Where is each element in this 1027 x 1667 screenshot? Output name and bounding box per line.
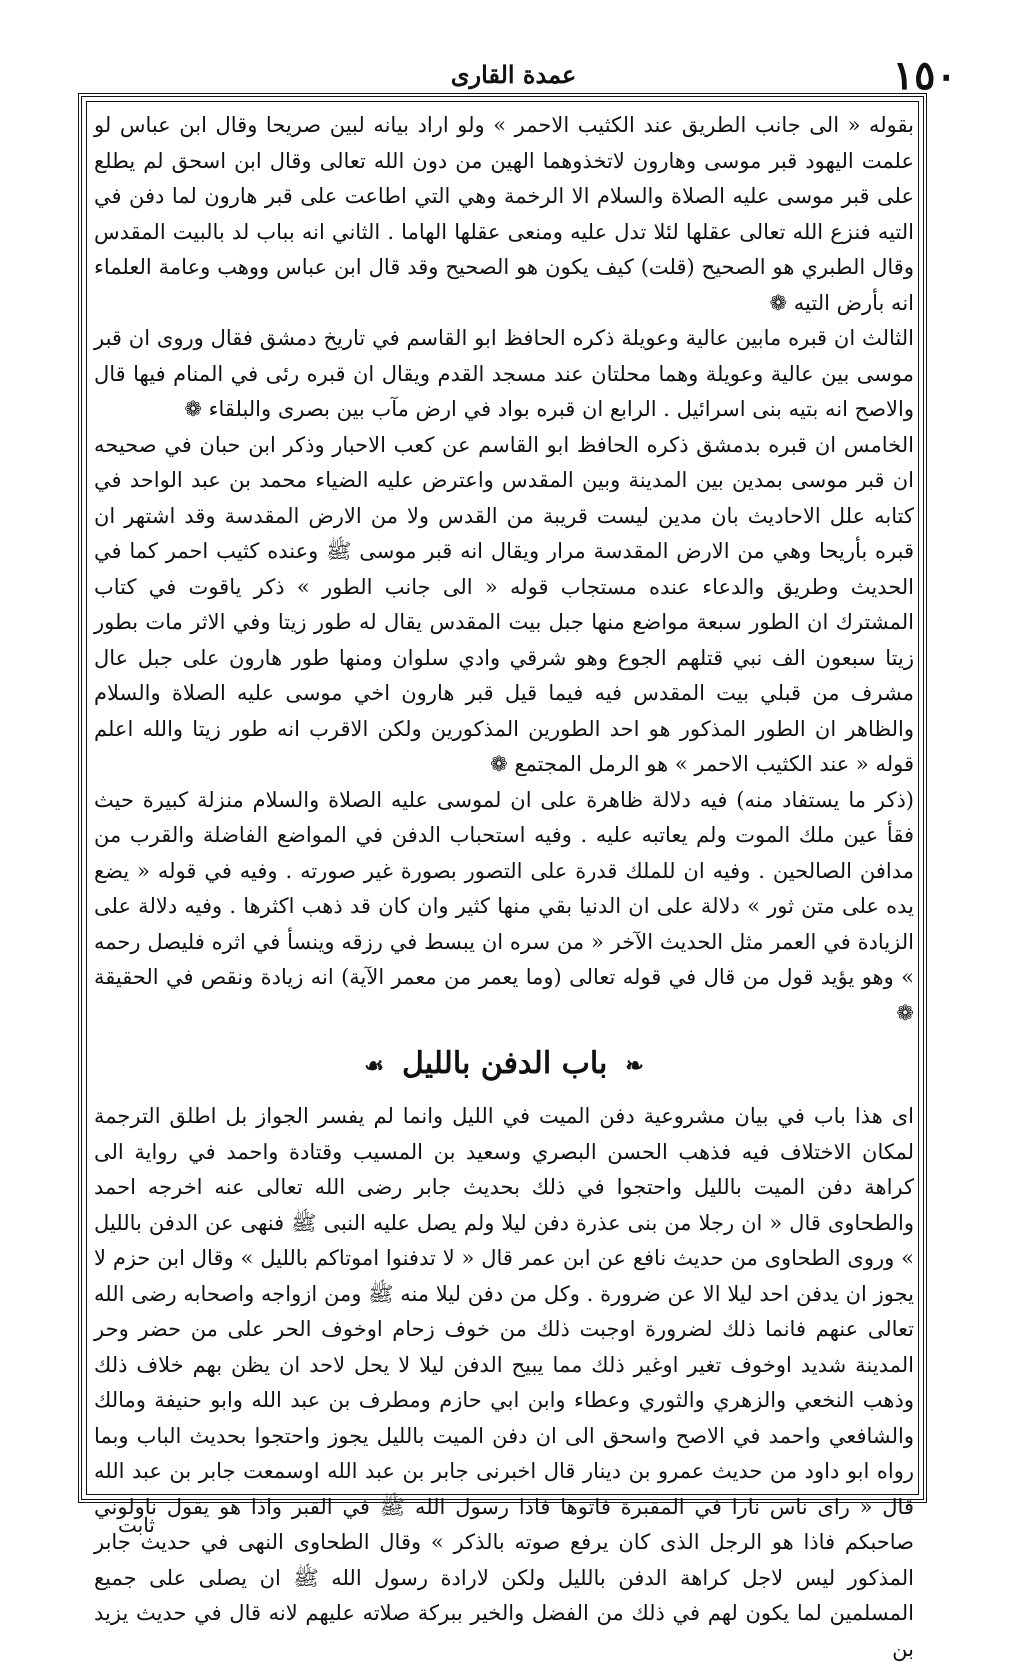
paragraph-chapter-commentary: اى هذا باب في بيان مشروعية دفن الميت في الليل وانما لم يفسر الجواز بل اطلق الترجمة لمكان الاختلاف فيه فذهب الحسن البصري وسعيد بن المسيب وقتادة واحمد في رواية الى كراهة دفن الميت بالليل واحتجوا في ذلك بحديث جابر رضى الله تعالى عنه اخرجه احمد والطحاوى قال « ان رجلا من بنى عذرة دفن ليلا ولم يصل عليه النبى ﷺ فنهى عن الدفن بالليل » وروى الطحاوى من حديث نافع عن ابن عمر قال « لا تدفنوا اموتاكم بالليل » وقال ابن حزم لا يجوز ان يدفن احد ليلا الا عن ضرورة . وكل من دفن ليلا منه ﷺ ومن ازواجه واصحابه رضى الله تعالى عنهم فانما ذلك لضرورة اوجبت ذلك من خوف زحام اوخوف الحر على من حضر وحر المدينة شديد اوخوف تغير اوغير ذلك مما يبيح الدفن ليلا لا يحل لاحد ان يظن بهم خلاف ذلك وذهب النخعي والزهري والثوري وعطاء وابن ابي حازم ومطرف بن عبد الله وابو حنيفة ومالك والشافعي واحمد في الاصح واسحق الى ان دفن الميت بالليل يجوز واحتجوا بحديث الباب وبما رواه ابو داود من حديث عمرو بن دينار قال اخبرنى جابر بن عبد الله اوسمعت جابر بن عبد الله قال « راى ناس نارا في المقبرة فاتوها فاذا رسول الله ﷺ في القبر واذا هو يقول ناولوني صاحبكم فاذا هو الرجل الذى كان يرفع صوته بالذكر » وقال الطحاوى النهى في حديث جابر المذكور ليس لاجل كراهة الدفن بالليل ولكن لارادة رسول الله ﷺ ان يصلى على جميع المسلمين لما يكون لهم في ذلك من الفضل والخير ببركة صلاته عليهم لانه قال في حديث يزيد بن [94,1104,914,1661]
page-number: ١٥٠ [892,52,957,99]
main-text [94,108,914,1667]
ornament-left-icon: ❧ [625,1053,644,1079]
paragraph-commentary-3: الخامس ان قبره بدمشق ذكره الحافظ ابو القاسم عن كعب الاحبار وذكر ابن حبان في صحيحه ان قبر موسى بمدين بين المدينة وبين المقدس واعترض عليه الضياء محمد بن عبد الواحد في كتابه علل الاحاديث بان مدين ليست قريبة من القدس ولا من الارض المقدسة وقد اشتهر ان قبره بأريحا وهي من الارض المقدسة مرار ويقال انه قبر موسى ﷺ وعنده كثيب احمر كما في الحديث وطريق والدعاء عنده مستجاب قوله « الى جانب الطور » ذكر ياقوت في كتاب المشترك ان الطور سبعة مواضع منها جبل بيت المقدس يقال له طور زيتا وفي الاثر مات بطور زيتا سبعون الف نبي قتلهم الجوع وهو شرقي وادي سلوان ومنها طور هارون على جبل عال مشرف من قبلي بيت المقدس فيه فيما قيل قبر هارون اخي موسى عليه الصلاة والسلام والظاهر ان الطور المذكور هو احد الطورين المذكورين ولكن الاقرب انه طور زيتا والله اعلم قوله « عند الكثيب الاحمر » هو الرمل المجتمع ❁ [94,432,914,776]
chapter-heading-text: باب الدفن بالليل [401,1046,608,1081]
paragraph-commentary-1: بقوله « الى جانب الطريق عند الكثيب الاحمر » ولو اراد بيانه لبين صريحا وقال ابن عباس لو علمت اليهود قبر موسى وهارون لاتخذوهما الهين من دون الله تعالى وقال ابن اسحق لم يطلع على قبر موسى عليه الصلاة والسلام الا الرخمة وهي التي اطاعت على قبر هارون لما دفن في التيه فنزع الله تعالى عقلها لئلا تدل عليه ومنعى عقلها الهاما . الثاني انه بباب لد بالبيت المقدس وقال الطبري هو الصحيح (قلت) كيف يكون هو الصحيح وقد قال ابن عباس ووهب وعامة العلماء انه بأرض التيه ❁ [94,113,914,315]
paragraph-commentary-2: الثالث ان قبره مابين عالية وعويلة ذكره الحافظ ابو القاسم في تاريخ دمشق فقال وروى ان قبر موسى بين عالية وعويلة وهما محلتان عند مسجد القدم ويقال ان قبره رئى في المنام فيها قال والاصح انه بتيه بنى اسرائيل . الرابع ان قبره بواد في ارض مآب بين بصرى والبلقاء ❁ [94,326,914,421]
running-title: عمدة القارى [450,60,577,89]
catchword: ثابت [118,1513,155,1537]
ornament-right-icon: ☙ [364,1053,384,1079]
page-header [70,40,957,100]
chapter-heading [94,1035,914,1093]
paragraph-benefits: (ذكر ما يستفاد منه) فيه دلالة ظاهرة على ان لموسى عليه الصلاة والسلام منزلة كبيرة حيث فقأ عين ملك الموت ولم يعاتبه عليه . وفيه استحباب الدفن في المواضع الفاضلة والقرب من مدافن الصالحين . وفيه ان للملك قدرة على التصور بصورة غير صورته . وفيه في قوله « يضع يده على متن ثور » دلالة على ان الدنيا بقي منها كثير وان كان قد ذهب اكثرها . وفيه دلالة على الزيادة في العمر مثل الحديث الآخر « من سره ان يبسط في رزقه وينسأ في اثره فليصل رحمه » وهو يؤيد قول من قال في قوله تعالى (وما يعمر من معمر الآية) انه زيادة ونقص في الحقيقة ❁ [94,787,914,1025]
